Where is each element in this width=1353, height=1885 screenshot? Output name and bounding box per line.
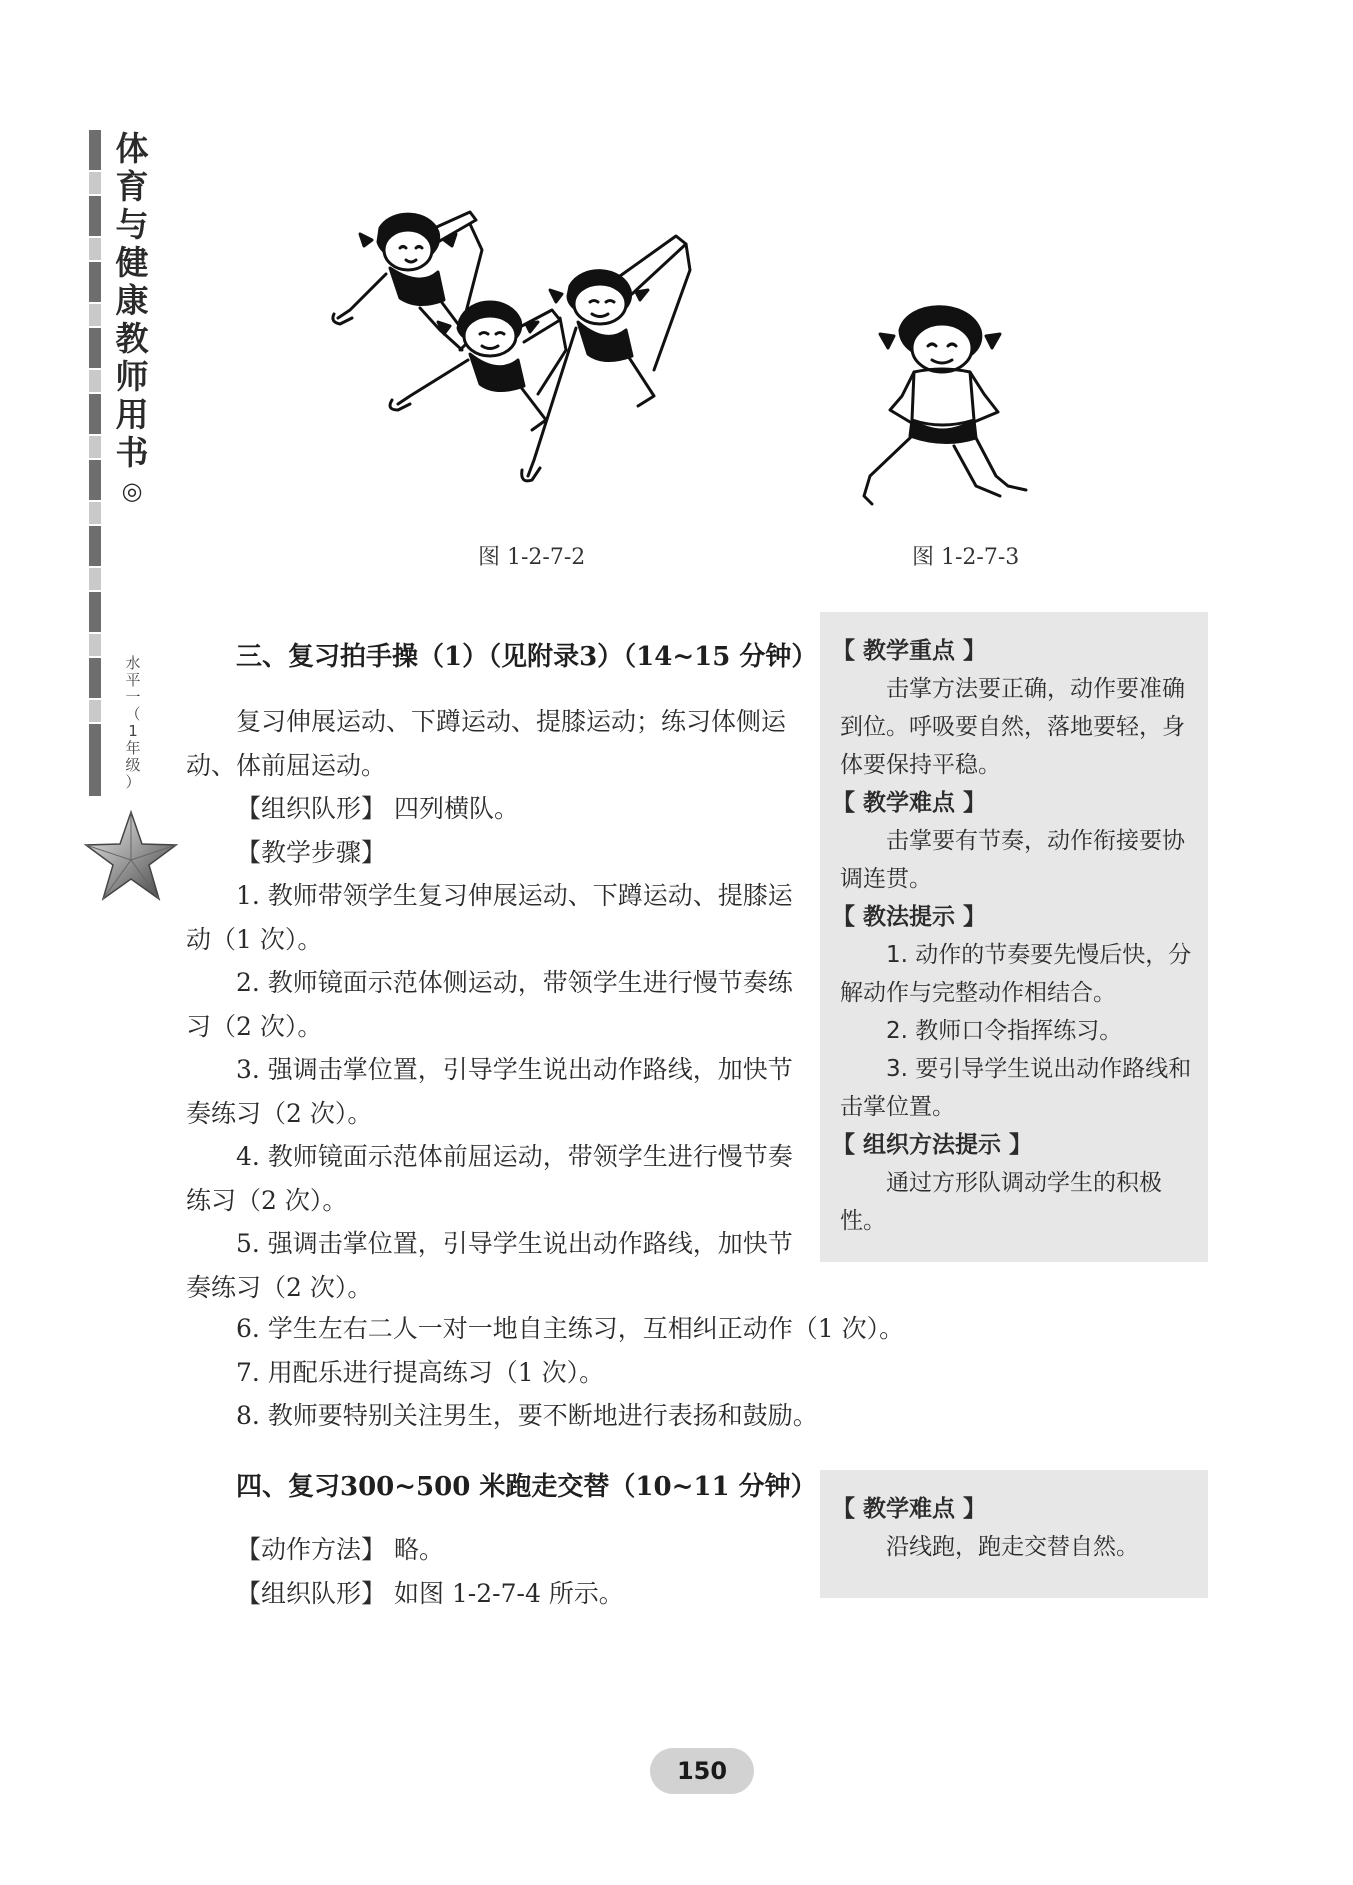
grade-level-char: （	[125, 705, 141, 723]
grade-level-char: 年	[125, 739, 141, 757]
grade-level-char: 1	[128, 722, 138, 740]
book-title-char: ◎	[121, 477, 143, 505]
note-heading: 【 教学难点 】	[832, 1496, 987, 1522]
paragraph: 7. 用配乐进行提高练习（1 次）。	[236, 1357, 605, 1387]
grade-level-char: 平	[125, 671, 141, 689]
strip-block	[89, 370, 101, 392]
strip-block	[89, 460, 101, 500]
section-heading: 四、复习300~500 米跑走交替（10~11 分钟）	[236, 1472, 817, 1502]
strip-block	[89, 700, 101, 722]
strip-block	[89, 634, 101, 656]
note-text: 3. 要引导学生说出动作路线和击掌位置。	[840, 1056, 1192, 1120]
book-title-char: 与	[115, 205, 149, 244]
book-title-vertical	[112, 130, 152, 510]
star-icon	[84, 810, 178, 902]
grade-level-char: ）	[125, 773, 141, 791]
strip-block	[89, 196, 101, 236]
strip-block	[89, 502, 101, 524]
strip-block	[89, 328, 101, 368]
section-heading: 三、复习拍手操（1）（见附录3）（14~15 分钟）	[236, 642, 818, 672]
strip-block	[89, 724, 101, 796]
figure-lunge-illustration	[850, 290, 1070, 520]
book-title-char: 师	[115, 357, 149, 396]
strip-block	[89, 658, 101, 698]
figure-caption: 图 1-2-7-3	[912, 545, 1020, 570]
grade-level-vertical	[122, 655, 144, 791]
paragraph: 8. 教师要特别关注男生，要不断地进行表扬和鼓励。	[236, 1401, 818, 1430]
grade-level-char: 水	[125, 654, 141, 672]
paragraph: 【动作方法】 略。	[236, 1535, 444, 1564]
section-body-continued	[186, 1307, 1206, 1438]
grade-level-char: 一	[125, 688, 141, 706]
book-title-char: 教	[115, 319, 149, 358]
book-title-char: 用	[115, 395, 149, 434]
book-title-char: 健	[115, 243, 149, 282]
figure-caption: 图 1-2-7-2	[478, 545, 586, 570]
note-heading: 【 组织方法提示 】	[832, 1132, 1033, 1158]
note-text: 2. 教师口令指挥练习。	[886, 1018, 1123, 1044]
paragraph: 【组织队形】 四列横队。	[236, 794, 519, 823]
note-text: 沿线跑，跑走交替自然。	[886, 1534, 1139, 1560]
section-body	[186, 700, 796, 1309]
strip-block	[89, 436, 101, 458]
book-title-char: 康	[115, 281, 149, 320]
paragraph: 【组织队形】 如图 1-2-7-4 所示。	[236, 1578, 624, 1608]
strip-block	[89, 172, 101, 194]
note-text: 通过方形队调动学生的积极性。	[840, 1170, 1162, 1234]
strip-block	[89, 568, 101, 590]
strip-block	[89, 262, 101, 302]
paragraph: 【教学步骤】	[236, 837, 387, 867]
book-title-char: 育	[115, 167, 149, 206]
note-text: 击掌方法要正确，动作要准确到位。呼吸要自然，落地要轻，身体要保持平稳。	[840, 676, 1185, 778]
book-title-char: 书	[115, 433, 149, 472]
strip-block	[89, 592, 101, 632]
paragraph: 4. 教师镜面示范体前屈运动，带领学生进行慢节奏练习（2 次）。	[186, 1142, 793, 1215]
strip-block	[89, 394, 101, 434]
paragraph: 复习伸展运动、下蹲运动、提膝运动；练习体侧运动、体前屈运动。	[186, 707, 787, 780]
grade-level-char: 级	[125, 756, 141, 774]
teaching-notes-box	[820, 612, 1208, 1262]
note-heading: 【 教学重点 】	[832, 638, 987, 664]
page-number: 150	[650, 1748, 754, 1794]
paragraph: 5. 强调击掌位置，引导学生说出动作路线，加快节奏练习（2 次）。	[186, 1229, 793, 1302]
note-text: 1. 动作的节奏要先慢后快，分解动作与完整动作相结合。	[840, 942, 1192, 1006]
strip-block	[89, 304, 101, 326]
strip-block	[89, 130, 101, 170]
book-title-char: 体	[115, 129, 149, 168]
note-heading: 【 教法提示 】	[832, 904, 987, 930]
note-heading: 【 教学难点 】	[832, 790, 987, 816]
figure-side-stretch-illustration	[320, 200, 740, 520]
section-body	[186, 1528, 796, 1615]
paragraph: 3. 强调击掌位置，引导学生说出动作路线，加快节奏练习（2 次）。	[186, 1055, 793, 1128]
note-text: 击掌要有节奏，动作衔接要协调连贯。	[840, 828, 1185, 892]
paragraph: 6. 学生左右二人一对一地自主练习，互相纠正动作（1 次）。	[236, 1314, 905, 1343]
strip-block	[89, 526, 101, 566]
teaching-difficulty-box	[820, 1470, 1208, 1598]
strip-block	[89, 238, 101, 260]
paragraph: 2. 教师镜面示范体侧运动，带领学生进行慢节奏练习（2 次）。	[186, 968, 793, 1041]
paragraph: 1. 教师带领学生复习伸展运动、下蹲运动、提膝运动（1 次）。	[186, 881, 793, 954]
